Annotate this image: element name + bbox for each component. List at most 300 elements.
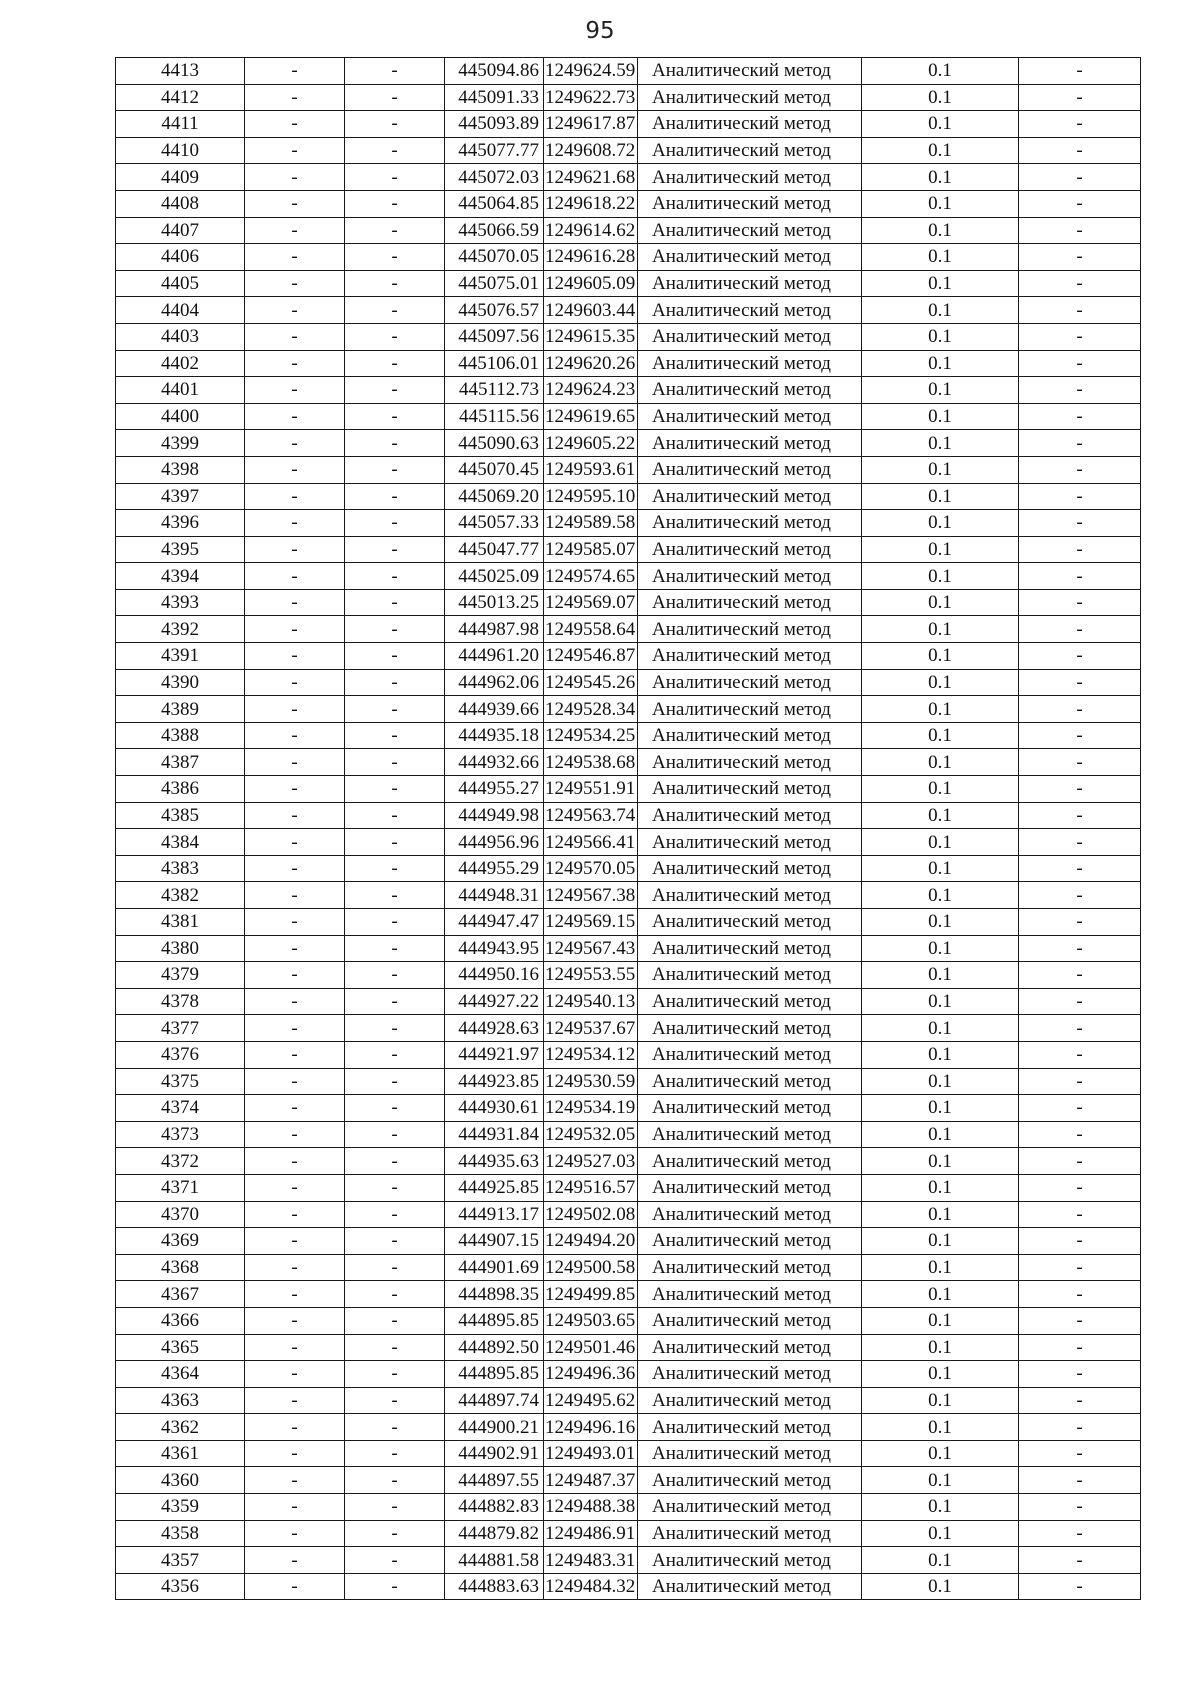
empty-cell-c: - (1019, 536, 1141, 563)
method-cell: Аналитический метод (638, 669, 862, 696)
empty-cell-c: - (1019, 190, 1141, 217)
coord-x-cell: 445069.20 (445, 483, 544, 510)
precision-cell: 0.1 (862, 1228, 1019, 1255)
empty-cell-a: - (245, 589, 345, 616)
point-number-cell: 4378 (116, 988, 245, 1015)
coord-x-cell: 444921.97 (445, 1041, 544, 1068)
empty-cell-c: - (1019, 1361, 1141, 1388)
coord-y-cell: 1249558.64 (544, 616, 638, 643)
precision-cell: 0.1 (862, 1440, 1019, 1467)
empty-cell-b: - (345, 456, 445, 483)
precision-cell: 0.1 (862, 1201, 1019, 1228)
method-cell: Аналитический метод (638, 563, 862, 590)
precision-cell: 0.1 (862, 829, 1019, 856)
empty-cell-a: - (245, 696, 345, 723)
coord-x-cell: 444879.82 (445, 1520, 544, 1547)
point-number-cell: 4367 (116, 1281, 245, 1308)
empty-cell-c: - (1019, 616, 1141, 643)
precision-cell: 0.1 (862, 217, 1019, 244)
coord-x-cell: 444950.16 (445, 962, 544, 989)
empty-cell-a: - (245, 1414, 345, 1441)
precision-cell: 0.1 (862, 1573, 1019, 1600)
empty-cell-c: - (1019, 643, 1141, 670)
coord-y-cell: 1249563.74 (544, 802, 638, 829)
coordinates-table (115, 57, 1141, 1600)
table-row (116, 483, 1141, 510)
table-row (116, 722, 1141, 749)
empty-cell-a: - (245, 669, 345, 696)
empty-cell-c: - (1019, 1307, 1141, 1334)
precision-cell: 0.1 (862, 962, 1019, 989)
empty-cell-a: - (245, 190, 345, 217)
empty-cell-c: - (1019, 1041, 1141, 1068)
table-row (116, 536, 1141, 563)
table-row (116, 377, 1141, 404)
method-cell: Аналитический метод (638, 616, 862, 643)
coord-y-cell: 1249487.37 (544, 1467, 638, 1494)
point-number-cell: 4395 (116, 536, 245, 563)
coord-y-cell: 1249538.68 (544, 749, 638, 776)
empty-cell-c: - (1019, 483, 1141, 510)
empty-cell-c: - (1019, 1334, 1141, 1361)
method-cell: Аналитический метод (638, 1015, 862, 1042)
precision-cell: 0.1 (862, 1361, 1019, 1388)
empty-cell-c: - (1019, 58, 1141, 85)
point-number-cell: 4374 (116, 1095, 245, 1122)
method-cell: Аналитический метод (638, 1228, 862, 1255)
empty-cell-c: - (1019, 350, 1141, 377)
empty-cell-b: - (345, 323, 445, 350)
table-row (116, 190, 1141, 217)
coord-x-cell: 444882.83 (445, 1494, 544, 1521)
point-number-cell: 4382 (116, 882, 245, 909)
point-number-cell: 4407 (116, 217, 245, 244)
empty-cell-a: - (245, 829, 345, 856)
coord-y-cell: 1249503.65 (544, 1307, 638, 1334)
table-row (116, 776, 1141, 803)
empty-cell-b: - (345, 137, 445, 164)
method-cell: Аналитический метод (638, 164, 862, 191)
empty-cell-b: - (345, 1281, 445, 1308)
coord-x-cell: 445094.86 (445, 58, 544, 85)
table-row (116, 935, 1141, 962)
empty-cell-c: - (1019, 1547, 1141, 1574)
point-number-cell: 4401 (116, 377, 245, 404)
point-number-cell: 4409 (116, 164, 245, 191)
empty-cell-c: - (1019, 722, 1141, 749)
empty-cell-a: - (245, 909, 345, 936)
coord-y-cell: 1249483.31 (544, 1547, 638, 1574)
empty-cell-a: - (245, 643, 345, 670)
empty-cell-a: - (245, 1148, 345, 1175)
empty-cell-b: - (345, 1068, 445, 1095)
empty-cell-a: - (245, 1254, 345, 1281)
empty-cell-b: - (345, 1307, 445, 1334)
precision-cell: 0.1 (862, 1015, 1019, 1042)
empty-cell-c: - (1019, 935, 1141, 962)
coord-y-cell: 1249608.72 (544, 137, 638, 164)
empty-cell-b: - (345, 589, 445, 616)
empty-cell-b: - (345, 1015, 445, 1042)
coord-y-cell: 1249621.68 (544, 164, 638, 191)
coord-y-cell: 1249593.61 (544, 456, 638, 483)
method-cell: Аналитический метод (638, 510, 862, 537)
coord-y-cell: 1249615.35 (544, 323, 638, 350)
precision-cell: 0.1 (862, 882, 1019, 909)
method-cell: Аналитический метод (638, 1041, 862, 1068)
coord-x-cell: 444902.91 (445, 1440, 544, 1467)
coord-y-cell: 1249516.57 (544, 1174, 638, 1201)
table-row (116, 58, 1141, 85)
empty-cell-b: - (345, 722, 445, 749)
coord-x-cell: 445075.01 (445, 270, 544, 297)
coord-y-cell: 1249502.08 (544, 1201, 638, 1228)
empty-cell-c: - (1019, 1174, 1141, 1201)
coord-y-cell: 1249570.05 (544, 855, 638, 882)
table-row (116, 1281, 1141, 1308)
empty-cell-a: - (245, 377, 345, 404)
empty-cell-c: - (1019, 403, 1141, 430)
coord-x-cell: 444930.61 (445, 1095, 544, 1122)
coord-x-cell: 444948.31 (445, 882, 544, 909)
point-number-cell: 4379 (116, 962, 245, 989)
empty-cell-a: - (245, 84, 345, 111)
empty-cell-b: - (345, 1121, 445, 1148)
empty-cell-c: - (1019, 1121, 1141, 1148)
table-row (116, 1121, 1141, 1148)
point-number-cell: 4373 (116, 1121, 245, 1148)
point-number-cell: 4399 (116, 430, 245, 457)
empty-cell-c: - (1019, 1387, 1141, 1414)
empty-cell-a: - (245, 137, 345, 164)
point-number-cell: 4372 (116, 1148, 245, 1175)
coord-x-cell: 444928.63 (445, 1015, 544, 1042)
empty-cell-b: - (345, 882, 445, 909)
table-row (116, 1174, 1141, 1201)
table-row (116, 909, 1141, 936)
point-number-cell: 4411 (116, 111, 245, 138)
empty-cell-c: - (1019, 1573, 1141, 1600)
empty-cell-b: - (345, 855, 445, 882)
empty-cell-c: - (1019, 270, 1141, 297)
precision-cell: 0.1 (862, 669, 1019, 696)
table-row (116, 164, 1141, 191)
coord-x-cell: 444923.85 (445, 1068, 544, 1095)
point-number-cell: 4371 (116, 1174, 245, 1201)
empty-cell-a: - (245, 1547, 345, 1574)
empty-cell-a: - (245, 776, 345, 803)
point-number-cell: 4387 (116, 749, 245, 776)
empty-cell-b: - (345, 1148, 445, 1175)
table-row (116, 962, 1141, 989)
table-row (116, 563, 1141, 590)
precision-cell: 0.1 (862, 270, 1019, 297)
method-cell: Аналитический метод (638, 1440, 862, 1467)
precision-cell: 0.1 (862, 323, 1019, 350)
method-cell: Аналитический метод (638, 829, 862, 856)
page-number: 95 (585, 18, 615, 44)
empty-cell-c: - (1019, 164, 1141, 191)
coord-y-cell: 1249501.46 (544, 1334, 638, 1361)
empty-cell-b: - (345, 403, 445, 430)
coord-y-cell: 1249595.10 (544, 483, 638, 510)
coord-x-cell: 444931.84 (445, 1121, 544, 1148)
coord-y-cell: 1249500.58 (544, 1254, 638, 1281)
empty-cell-b: - (345, 1201, 445, 1228)
empty-cell-b: - (345, 1334, 445, 1361)
coord-y-cell: 1249619.65 (544, 403, 638, 430)
point-number-cell: 4358 (116, 1520, 245, 1547)
coord-x-cell: 445064.85 (445, 190, 544, 217)
coord-x-cell: 444900.21 (445, 1414, 544, 1441)
table-row (116, 1041, 1141, 1068)
coord-x-cell: 445097.56 (445, 323, 544, 350)
coord-x-cell: 444947.47 (445, 909, 544, 936)
coord-y-cell: 1249495.62 (544, 1387, 638, 1414)
coord-x-cell: 444881.58 (445, 1547, 544, 1574)
coord-x-cell: 444883.63 (445, 1573, 544, 1600)
empty-cell-b: - (345, 935, 445, 962)
empty-cell-a: - (245, 297, 345, 324)
method-cell: Аналитический метод (638, 403, 862, 430)
coord-y-cell: 1249534.12 (544, 1041, 638, 1068)
precision-cell: 0.1 (862, 1121, 1019, 1148)
coord-x-cell: 445090.63 (445, 430, 544, 457)
coord-x-cell: 445091.33 (445, 84, 544, 111)
empty-cell-a: - (245, 483, 345, 510)
coord-x-cell: 444956.96 (445, 829, 544, 856)
empty-cell-a: - (245, 1573, 345, 1600)
empty-cell-a: - (245, 616, 345, 643)
table-row (116, 111, 1141, 138)
point-number-cell: 4408 (116, 190, 245, 217)
method-cell: Аналитический метод (638, 1174, 862, 1201)
empty-cell-a: - (245, 1228, 345, 1255)
coord-y-cell: 1249484.32 (544, 1573, 638, 1600)
coord-x-cell: 445106.01 (445, 350, 544, 377)
method-cell: Аналитический метод (638, 1148, 862, 1175)
method-cell: Аналитический метод (638, 1361, 862, 1388)
empty-cell-b: - (345, 616, 445, 643)
empty-cell-a: - (245, 244, 345, 271)
precision-cell: 0.1 (862, 1547, 1019, 1574)
point-number-cell: 4365 (116, 1334, 245, 1361)
table-row (116, 643, 1141, 670)
empty-cell-b: - (345, 111, 445, 138)
precision-cell: 0.1 (862, 244, 1019, 271)
method-cell: Аналитический метод (638, 1307, 862, 1334)
empty-cell-c: - (1019, 589, 1141, 616)
empty-cell-a: - (245, 1307, 345, 1334)
empty-cell-b: - (345, 297, 445, 324)
coord-x-cell: 444913.17 (445, 1201, 544, 1228)
point-number-cell: 4394 (116, 563, 245, 590)
coord-y-cell: 1249499.85 (544, 1281, 638, 1308)
empty-cell-b: - (345, 909, 445, 936)
empty-cell-c: - (1019, 749, 1141, 776)
empty-cell-b: - (345, 190, 445, 217)
coord-y-cell: 1249616.28 (544, 244, 638, 271)
empty-cell-a: - (245, 58, 345, 85)
coord-x-cell: 444949.98 (445, 802, 544, 829)
coord-y-cell: 1249603.44 (544, 297, 638, 324)
table-row (116, 270, 1141, 297)
method-cell: Аналитический метод (638, 1573, 862, 1600)
method-cell: Аналитический метод (638, 1494, 862, 1521)
empty-cell-b: - (345, 536, 445, 563)
empty-cell-c: - (1019, 323, 1141, 350)
empty-cell-b: - (345, 1414, 445, 1441)
coord-y-cell: 1249618.22 (544, 190, 638, 217)
coord-x-cell: 444955.27 (445, 776, 544, 803)
precision-cell: 0.1 (862, 1095, 1019, 1122)
coord-x-cell: 444897.55 (445, 1467, 544, 1494)
point-number-cell: 4403 (116, 323, 245, 350)
coord-x-cell: 444898.35 (445, 1281, 544, 1308)
coord-x-cell: 445057.33 (445, 510, 544, 537)
coord-y-cell: 1249528.34 (544, 696, 638, 723)
empty-cell-b: - (345, 217, 445, 244)
method-cell: Аналитический метод (638, 1414, 862, 1441)
method-cell: Аналитический метод (638, 1387, 862, 1414)
point-number-cell: 4412 (116, 84, 245, 111)
empty-cell-c: - (1019, 1068, 1141, 1095)
empty-cell-b: - (345, 1547, 445, 1574)
coord-x-cell: 444897.74 (445, 1387, 544, 1414)
table-row (116, 749, 1141, 776)
table-row (116, 217, 1141, 244)
point-number-cell: 4389 (116, 696, 245, 723)
coord-y-cell: 1249534.19 (544, 1095, 638, 1122)
precision-cell: 0.1 (862, 190, 1019, 217)
point-number-cell: 4385 (116, 802, 245, 829)
method-cell: Аналитический метод (638, 1334, 862, 1361)
method-cell: Аналитический метод (638, 882, 862, 909)
coord-y-cell: 1249493.01 (544, 1440, 638, 1467)
method-cell: Аналитический метод (638, 1547, 862, 1574)
method-cell: Аналитический метод (638, 1254, 862, 1281)
empty-cell-a: - (245, 988, 345, 1015)
empty-cell-c: - (1019, 563, 1141, 590)
point-number-cell: 4376 (116, 1041, 245, 1068)
method-cell: Аналитический метод (638, 270, 862, 297)
empty-cell-b: - (345, 510, 445, 537)
empty-cell-a: - (245, 962, 345, 989)
empty-cell-a: - (245, 935, 345, 962)
method-cell: Аналитический метод (638, 1281, 862, 1308)
precision-cell: 0.1 (862, 1334, 1019, 1361)
table-row (116, 1467, 1141, 1494)
method-cell: Аналитический метод (638, 58, 862, 85)
method-cell: Аналитический метод (638, 536, 862, 563)
table-row (116, 84, 1141, 111)
point-number-cell: 4370 (116, 1201, 245, 1228)
method-cell: Аналитический метод (638, 111, 862, 138)
empty-cell-b: - (345, 1520, 445, 1547)
table-row (116, 456, 1141, 483)
empty-cell-b: - (345, 377, 445, 404)
precision-cell: 0.1 (862, 1467, 1019, 1494)
empty-cell-a: - (245, 802, 345, 829)
precision-cell: 0.1 (862, 749, 1019, 776)
coord-y-cell: 1249624.23 (544, 377, 638, 404)
table-row (116, 1494, 1141, 1521)
point-number-cell: 4396 (116, 510, 245, 537)
precision-cell: 0.1 (862, 1307, 1019, 1334)
point-number-cell: 4369 (116, 1228, 245, 1255)
point-number-cell: 4388 (116, 722, 245, 749)
coord-x-cell: 444895.85 (445, 1307, 544, 1334)
coord-x-cell: 445076.57 (445, 297, 544, 324)
table-row (116, 430, 1141, 457)
empty-cell-a: - (245, 1095, 345, 1122)
table-row (116, 669, 1141, 696)
method-cell: Аналитический метод (638, 935, 862, 962)
empty-cell-b: - (345, 1228, 445, 1255)
empty-cell-c: - (1019, 776, 1141, 803)
empty-cell-a: - (245, 855, 345, 882)
point-number-cell: 4392 (116, 616, 245, 643)
method-cell: Аналитический метод (638, 643, 862, 670)
table-row (116, 802, 1141, 829)
empty-cell-a: - (245, 510, 345, 537)
empty-cell-a: - (245, 456, 345, 483)
coord-x-cell: 445112.73 (445, 377, 544, 404)
empty-cell-c: - (1019, 1494, 1141, 1521)
coord-x-cell: 444987.98 (445, 616, 544, 643)
empty-cell-b: - (345, 1041, 445, 1068)
table-row (116, 616, 1141, 643)
table-row (116, 696, 1141, 723)
coord-x-cell: 444943.95 (445, 935, 544, 962)
precision-cell: 0.1 (862, 164, 1019, 191)
point-number-cell: 4406 (116, 244, 245, 271)
method-cell: Аналитический метод (638, 456, 862, 483)
empty-cell-b: - (345, 430, 445, 457)
point-number-cell: 4405 (116, 270, 245, 297)
point-number-cell: 4390 (116, 669, 245, 696)
point-number-cell: 4393 (116, 589, 245, 616)
coord-x-cell: 444939.66 (445, 696, 544, 723)
empty-cell-b: - (345, 1254, 445, 1281)
empty-cell-a: - (245, 1041, 345, 1068)
empty-cell-a: - (245, 1015, 345, 1042)
empty-cell-c: - (1019, 1281, 1141, 1308)
table-row (116, 1148, 1141, 1175)
coord-y-cell: 1249622.73 (544, 84, 638, 111)
empty-cell-c: - (1019, 111, 1141, 138)
precision-cell: 0.1 (862, 510, 1019, 537)
point-number-cell: 4366 (116, 1307, 245, 1334)
point-number-cell: 4386 (116, 776, 245, 803)
coord-y-cell: 1249553.55 (544, 962, 638, 989)
table-row (116, 1414, 1141, 1441)
table-row (116, 1520, 1141, 1547)
coord-x-cell: 444895.85 (445, 1361, 544, 1388)
precision-cell: 0.1 (862, 643, 1019, 670)
empty-cell-c: - (1019, 430, 1141, 457)
empty-cell-a: - (245, 749, 345, 776)
empty-cell-b: - (345, 244, 445, 271)
empty-cell-b: - (345, 802, 445, 829)
method-cell: Аналитический метод (638, 297, 862, 324)
precision-cell: 0.1 (862, 1520, 1019, 1547)
empty-cell-c: - (1019, 84, 1141, 111)
empty-cell-a: - (245, 1201, 345, 1228)
point-number-cell: 4410 (116, 137, 245, 164)
empty-cell-b: - (345, 84, 445, 111)
empty-cell-c: - (1019, 1015, 1141, 1042)
